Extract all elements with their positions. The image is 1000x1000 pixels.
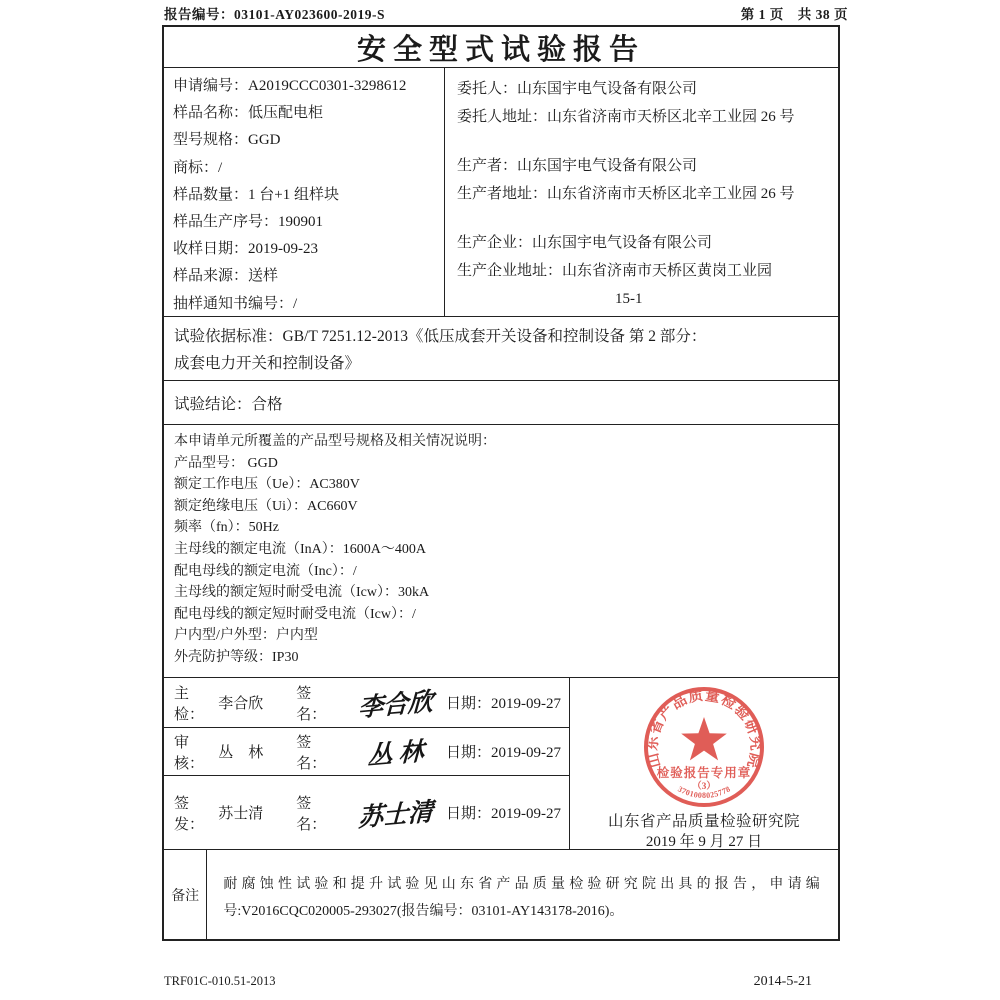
report-title: 安全型式试验报告 — [164, 27, 838, 68]
info-line: 型号规格：GGD — [173, 132, 281, 149]
coverage-line: 户内型/户外型：户内型 — [174, 628, 318, 644]
reviewer-row — [164, 728, 569, 776]
remark-line: 号:V2016CQC020005-293027(报告编号：03101-AY143178-2016)。 — [223, 904, 624, 919]
info-line: 申请编号：A2019CCC0301-3298612 — [173, 78, 407, 94]
page-footer — [164, 974, 812, 990]
info-line: 商标：/ — [173, 159, 223, 176]
remark-label: 备注 — [164, 850, 207, 939]
remark-line: 耐腐蚀性试验和提升试验见山东省产品质量检验研究院出具的报告，申请编 — [223, 877, 824, 892]
coverage-line: 本申请单元所覆盖的产品型号规格及相关情况说明： — [174, 434, 496, 449]
info-line: 样品名称：低压配电柜 — [173, 105, 324, 122]
seal-cell — [570, 678, 838, 849]
seal-caption-date: 2019 年 9 月 27 日 — [645, 834, 763, 850]
role-label: 主检： — [174, 685, 205, 723]
chief-inspector-row — [164, 678, 569, 728]
consignor-group — [457, 75, 834, 131]
signature-date — [446, 692, 561, 713]
handwritten-signature: 李合欣 — [357, 688, 434, 722]
coverage-line: 配电母线的额定短时耐受电流（Icw）：/ — [174, 606, 416, 622]
standard-line: 成套电力开关和控制设备》 — [174, 355, 361, 372]
date-label: 日期： — [446, 696, 492, 712]
role-label: 签发： — [174, 795, 205, 833]
coverage-line: 额定工作电压（Ue）：AC380V — [174, 477, 360, 493]
seal-star — [681, 717, 727, 760]
signer-name: 李合欣 — [218, 696, 264, 712]
role-label: 审核： — [174, 734, 205, 772]
info-line: 委托人地址：山东省济南市天桥区北辛工业园 26 号 — [457, 109, 795, 125]
address-continuation: 15-1 — [615, 291, 643, 307]
coverage-line: 主母线的额定电流（InA）：1600A～400A — [174, 541, 426, 557]
seal-serial: 3701008025778 — [676, 784, 732, 801]
handwritten-signature: 苏士清 — [357, 798, 434, 832]
signature-label: 签名： — [296, 734, 327, 772]
info-line: 生产企业：山东国宇电气设备有限公司 — [457, 235, 713, 251]
info-line: 样品生产序号：190901 — [173, 214, 324, 231]
info-line: 生产者：山东国宇电气设备有限公司 — [457, 158, 698, 174]
date-label: 日期： — [446, 745, 492, 761]
seal-title: 检验报告专用章 — [656, 766, 752, 780]
info-line: 委托人：山东国宇电气设备有限公司 — [457, 81, 698, 97]
standard-line: 试验依据标准：GB/T 7251.12-2013《低压成套开关设备和控制设备 第 2 部分： — [174, 328, 707, 345]
info-line: 生产者地址：山东省济南市天桥区北辛工业园 26 号 — [457, 186, 795, 202]
coverage-line: 额定绝缘电压（Ui）：AC660V — [174, 498, 358, 514]
coverage-section — [164, 425, 838, 678]
info-line: 样品来源：送样 — [173, 268, 279, 285]
seal-number: （3） — [692, 782, 716, 792]
coverage-line: 频率（fn）：50Hz — [174, 520, 279, 536]
manufacturer-group — [457, 229, 834, 313]
page-indicator: 第 1 页 共 38 页 — [740, 7, 848, 22]
seal-caption-org: 山东省产品质量检验研究院 — [607, 813, 800, 830]
signature-label: 签名： — [296, 795, 327, 833]
signer-name: 丛 林 — [218, 745, 264, 761]
coverage-line: 配电母线的额定电流（Inc）：/ — [174, 563, 357, 579]
info-line: 收样日期：2019-09-23 — [173, 241, 318, 258]
info-line: 生产企业地址：山东省济南市天桥区黄岗工业园 — [457, 263, 773, 279]
form-number: TRF01C-010.51-2013 — [164, 974, 276, 988]
info-line: 抽样通知书编号：/ — [173, 295, 298, 312]
conclusion-text: 试验结论：合格 — [174, 395, 283, 413]
handwritten-signature: 丛 林 — [366, 737, 424, 771]
date-label: 日期： — [446, 806, 492, 822]
sample-info-left — [164, 68, 445, 316]
issuer-row — [164, 776, 569, 849]
date-value: 2019-09-27 — [491, 745, 562, 761]
page-header — [164, 3, 848, 23]
coverage-line: 主母线的额定短时耐受电流（Icw）：30kA — [174, 585, 430, 601]
date-value: 2019-09-27 — [491, 696, 562, 712]
remark-section — [164, 850, 838, 939]
signature-label: 签名： — [296, 685, 327, 723]
seal-arc-text: 山东省产品质量检验研究院 — [644, 687, 764, 770]
signature-date — [446, 802, 561, 823]
official-seal — [629, 681, 779, 813]
sample-info-right — [445, 68, 838, 316]
remark-content — [207, 850, 838, 939]
producer-group — [457, 152, 834, 208]
form-date: 2014-5-21 — [753, 974, 812, 989]
sample-info-section — [164, 68, 838, 317]
report-number: 报告编号：03101-AY023600-2019-S — [164, 7, 386, 22]
signature-section — [164, 678, 838, 850]
signature-date — [446, 741, 561, 762]
conclusion-section — [164, 381, 838, 425]
date-value: 2019-09-27 — [491, 806, 562, 822]
info-line: 样品数量：1 台+1 组样块 — [173, 186, 339, 203]
test-standard-section — [164, 317, 838, 381]
coverage-line: 外壳防护等级：IP30 — [174, 649, 299, 665]
coverage-line: 产品型号： GGD — [174, 455, 278, 471]
report-table — [162, 25, 840, 941]
signature-rows — [164, 678, 570, 849]
signer-name: 苏士清 — [218, 806, 264, 822]
